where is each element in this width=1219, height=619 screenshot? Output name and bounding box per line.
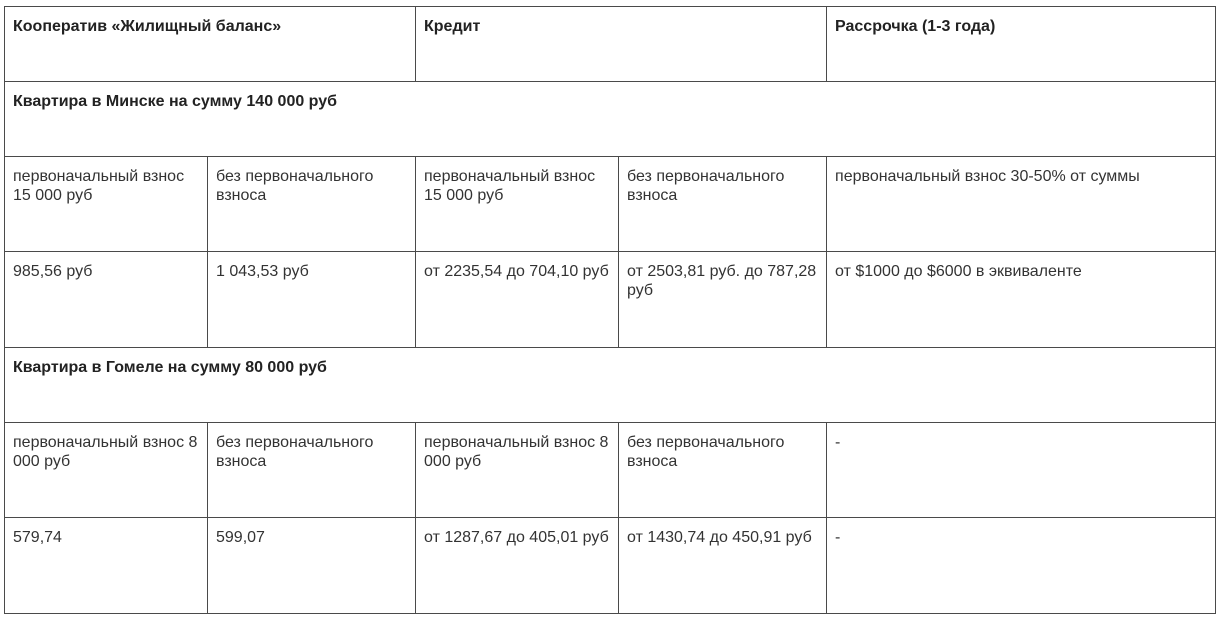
- section-row-gomel: [5, 348, 1216, 423]
- minsk-coop-with-label: первоначальный взнос 15 000 руб: [5, 157, 208, 252]
- header-row: [5, 7, 1216, 82]
- minsk-credit-with-value: от 2235,54 до 704,10 руб: [416, 252, 619, 348]
- minsk-credit-without-value: от 2503,81 руб. до 787,28 руб: [619, 252, 827, 348]
- header-credit: Кредит: [416, 7, 827, 82]
- minsk-installment-value: от $1000 до $6000 в эквиваленте: [827, 252, 1216, 348]
- minsk-credit-without-label: без первоначального взноса: [619, 157, 827, 252]
- gomel-credit-with-value: от 1287,67 до 405,01 руб: [416, 518, 619, 614]
- minsk-coop-without-label: без первоначального взноса: [208, 157, 416, 252]
- gomel-coop-without-value: 599,07: [208, 518, 416, 614]
- gomel-credit-with-label: первоначальный взнос 8 000 руб: [416, 423, 619, 518]
- table-row: [5, 518, 1216, 614]
- gomel-coop-with-value: 579,74: [5, 518, 208, 614]
- section-row-minsk: [5, 82, 1216, 157]
- minsk-coop-with-value: 985,56 руб: [5, 252, 208, 348]
- gomel-coop-without-label: без первоначального взноса: [208, 423, 416, 518]
- gomel-installment-value: -: [827, 518, 1216, 614]
- gomel-coop-with-label: первоначальный взнос 8 000 руб: [5, 423, 208, 518]
- header-installment: Рассрочка (1-3 года): [827, 7, 1216, 82]
- gomel-installment-label: -: [827, 423, 1216, 518]
- minsk-installment-label: первоначальный взнос 30-50% от суммы: [827, 157, 1216, 252]
- section-title-minsk: Квартира в Минске на сумму 140 000 руб: [5, 82, 1216, 157]
- minsk-credit-with-label: первоначальный взнос 15 000 руб: [416, 157, 619, 252]
- gomel-credit-without-value: от 1430,74 до 450,91 руб: [619, 518, 827, 614]
- comparison-table: [4, 6, 1216, 614]
- table-row: [5, 252, 1216, 348]
- table-row: [5, 157, 1216, 252]
- section-title-gomel: Квартира в Гомеле на сумму 80 000 руб: [5, 348, 1216, 423]
- header-coop: Кооператив «Жилищный баланс»: [5, 7, 416, 82]
- gomel-credit-without-label: без первоначального взноса: [619, 423, 827, 518]
- table-row: [5, 423, 1216, 518]
- minsk-coop-without-value: 1 043,53 руб: [208, 252, 416, 348]
